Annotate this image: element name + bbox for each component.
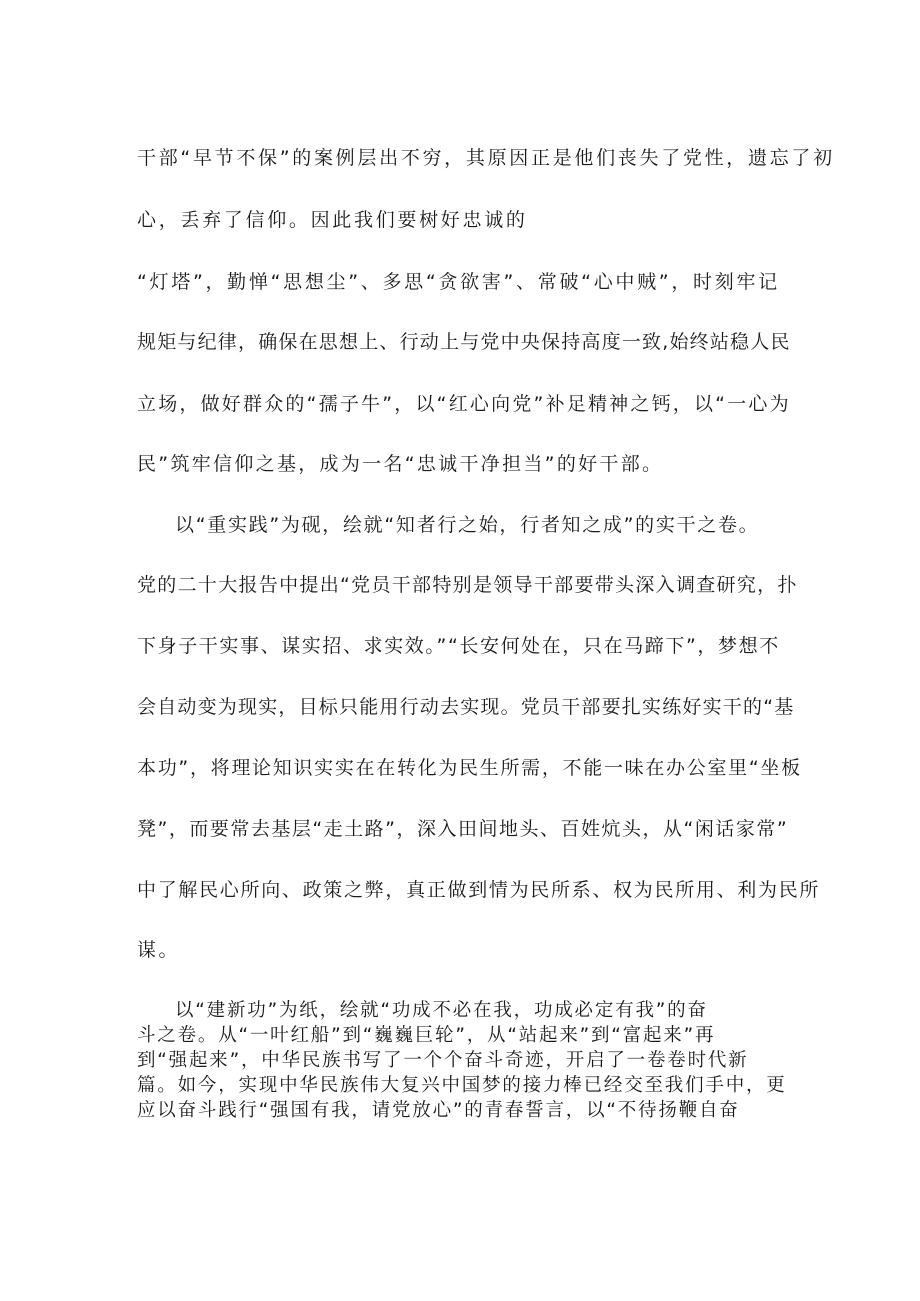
- paragraph-line: 中了解民心所向、政策之弊，真正做到情为民所系、权为民所用、利为民所: [137, 879, 821, 901]
- paragraph-line: 本功”，将理论知识实实在在转化为民生所需，不能一味在办公室里“坐板: [137, 757, 802, 779]
- paragraph-line: 立场，做好群众的“孺子牛”，以“红心向党”补足精神之钙，以“一心为: [137, 393, 791, 415]
- paragraph-line: 凳”，而要常去基层“走土路”，深入田间地头、百姓炕头，从“闲话家常”: [137, 818, 789, 840]
- paragraph-line: “灯塔”，勤惮“思想尘”、多思“贪欲害”、常破“心中贼”，时刻牢记: [137, 271, 780, 293]
- paragraph-line: 斗之卷。从“一叶红船”到“巍巍巨轮”，从“站起来”到“富起来”再: [137, 1025, 716, 1046]
- paragraph-line: 民”筑牢信仰之基，成为一名“忠诚干净担当”的好干部。: [137, 453, 664, 475]
- paragraph-line: 到“强起来”，中华民族书写了一个个奋斗奇迹，开启了一卷卷时代新: [137, 1050, 749, 1071]
- paragraph-line: 干部“早节不保”的案例层出不穷，其原因正是他们丧失了党性，遗忘了初: [137, 147, 835, 169]
- paragraph-line: 谋。: [137, 939, 181, 961]
- paragraph-first-line: 以“重实践”为砚，绘就“知者行之始，行者知之成”的实干之卷。: [175, 514, 760, 536]
- paragraph-line: 会自动变为现实，目标只能用行动去实现。党员干部要扎实练好实干的“基: [137, 696, 795, 718]
- paragraph-line: 篇。如今，实现中华民族伟大复兴中国梦的接力棒已经交至我们手中，更: [137, 1075, 787, 1096]
- paragraph-line: 党的二十大报告中提出“党员干部特别是领导干部要带头深入调查研究，扑: [137, 574, 798, 596]
- paragraph-first-line: 以“建新功”为纸，绘就“功成不必在我，功成必定有我”的奋: [175, 1000, 708, 1021]
- paragraph-line: 应以奋斗践行“强国有我，请党放心”的青春誓言，以“不待扬鞭自奋: [137, 1100, 740, 1121]
- paragraph-line: 下身子干实事、谋实招、求实效。”“长安何处在，只在马蹄下”，梦想不: [137, 635, 780, 657]
- paragraph-line: 心，丢弃了信仰。因此我们要树好忠诚的: [137, 209, 528, 231]
- paragraph-line: 规矩与纪律，确保在思想上、行动上与党中央保持高度一致,始终站稳人民: [137, 331, 791, 353]
